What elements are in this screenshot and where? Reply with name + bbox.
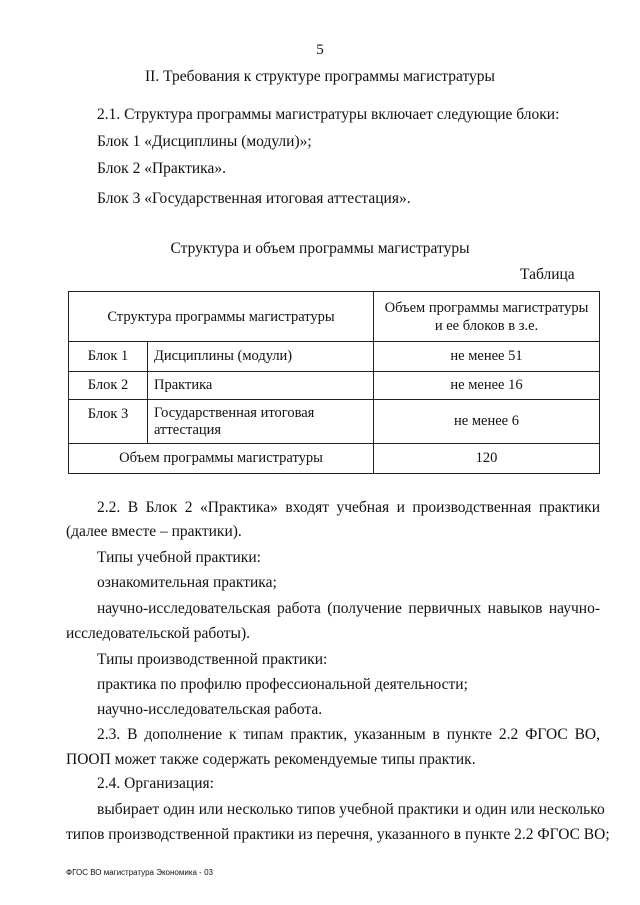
block-3-item: Блок 3 «Государственная итоговая аттестация».: [97, 190, 411, 207]
table-total-row: [69, 444, 600, 474]
page-number: 5: [316, 42, 324, 58]
total-value: 120: [374, 444, 600, 474]
row-code: Блок 3: [69, 400, 148, 444]
production-practice-types: Типы производственной практики:: [97, 651, 328, 668]
page-footer: ФГОС ВО магистратура Экономика - 03: [66, 868, 213, 877]
paragraph-2-4-line1: выбирает один или несколько типов учебной практики и один или несколько: [97, 801, 605, 818]
paragraph-2-1: 2.1. Структура программы магистратуры включает следующие блоки:: [97, 106, 560, 123]
row-name-line2: аттестация: [154, 421, 222, 438]
table-header-row: [69, 292, 600, 342]
header-volume: [374, 292, 600, 342]
header-volume-line2: и ее блоков в з.е.: [434, 317, 539, 334]
row-name-line1: Государственная итоговая: [154, 404, 315, 421]
table-row: [69, 400, 600, 444]
row-volume: не менее 6: [374, 400, 600, 444]
header-structure: Структура программы магистратуры: [69, 292, 374, 342]
header-volume-line1: Объем программы магистратуры: [384, 299, 589, 316]
structure-table: [68, 291, 600, 474]
row-volume: не менее 16: [374, 372, 600, 400]
table-row: [69, 342, 600, 372]
paragraph-2-4-line2: типов производственной практики из перечня, указанного в пункте 2.2 ФГОС ВО;: [66, 826, 610, 843]
paragraph-2-2-line1: 2.2. В Блок 2 «Практика» входят учебная и производственная практики: [97, 499, 600, 516]
professional-practice-item: практика по профилю профессиональной деятельности;: [97, 676, 468, 693]
total-label: Объем программы магистратуры: [69, 444, 374, 474]
table-row: [69, 372, 600, 400]
paragraph-2-4: 2.4. Организация:: [97, 775, 214, 792]
row-name: [148, 400, 374, 444]
row-name: Практика: [148, 372, 374, 400]
row-name: Дисциплины (модули): [148, 342, 374, 372]
study-practice-types: Типы учебной практики:: [97, 549, 261, 566]
paragraph-2-3-line1: 2.3. В дополнение к типам практик, указанным в пункте 2.2 ФГОС ВО,: [97, 726, 600, 743]
row-code: Блок 2: [69, 372, 148, 400]
block-1-item: Блок 1 «Дисциплины (модули)»;: [97, 133, 312, 150]
paragraph-2-2-line2: (далее вместе – практики).: [66, 523, 242, 540]
paragraph-2-3-line2: ПООП может также содержать рекомендуемые типы практик.: [66, 751, 476, 768]
row-volume: не менее 51: [374, 342, 600, 372]
table-label: Таблица: [520, 266, 575, 283]
research-item-line1: научно-исследовательская работа (получение первичных навыков научно-: [97, 600, 600, 617]
table-caption: Структура и объем программы магистратуры: [170, 240, 470, 257]
research-item-line2: исследовательской работы).: [66, 625, 250, 642]
section-title: II. Требования к структуре программы магистратуры: [145, 68, 495, 85]
intro-practice-item: ознакомительная практика;: [97, 574, 277, 591]
row-code: Блок 1: [69, 342, 148, 372]
research-work-item: научно-исследовательская работа.: [97, 701, 323, 718]
block-2-item: Блок 2 «Практика».: [97, 160, 226, 177]
